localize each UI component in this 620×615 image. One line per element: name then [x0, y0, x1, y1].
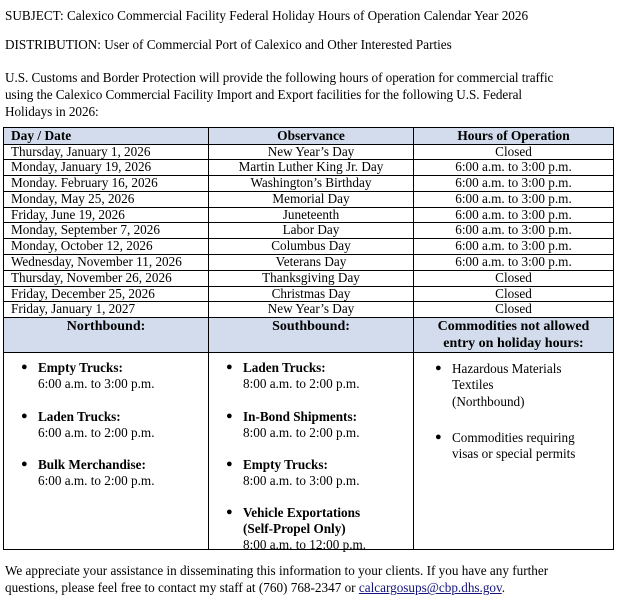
item-time: 8:00 a.m. to 2:00 p.m.	[243, 376, 360, 392]
northbound-list	[8, 360, 204, 489]
intro-paragraph-line-3: Holidays in 2026:	[5, 103, 99, 119]
direction-band-row	[4, 318, 614, 353]
list-item	[8, 360, 204, 392]
bullet-icon: ●	[435, 362, 442, 375]
item-time: 6:00 a.m. to 3:00 p.m.	[38, 376, 155, 392]
table-row	[4, 286, 614, 302]
bullet-icon: ●	[21, 409, 28, 422]
item-label: Vehicle Exportations	[243, 504, 361, 520]
cell-hours: 6:00 a.m. to 3:00 p.m.	[414, 255, 614, 271]
item-label: Laden Trucks:	[38, 408, 121, 424]
footer-contact-text: questions, please feel free to contact my staff at (760) 768-2347 or	[5, 580, 359, 596]
cell-date: Monday, May 25, 2026	[4, 191, 209, 207]
list-item	[418, 430, 609, 462]
cell-date: Monday, January 19, 2026	[4, 160, 209, 176]
cell-observance: Juneteenth	[209, 207, 414, 223]
bullet-icon: ●	[226, 409, 233, 422]
intro-paragraph-line-1: U.S. Customs and Border Protection will provide the following hours of operation for commercial traffic	[5, 69, 554, 85]
cell-observance: Christmas Day	[209, 286, 414, 302]
cell-observance: Veterans Day	[209, 255, 414, 271]
cell-date: Monday, September 7, 2026	[4, 223, 209, 239]
table-row	[4, 239, 614, 255]
cell-observance: Columbus Day	[209, 239, 414, 255]
holiday-hours-table	[3, 127, 614, 553]
southbound-panel-cell	[209, 353, 414, 553]
item-label: In-Bond Shipments:	[243, 408, 357, 424]
northbound-panel	[4, 353, 208, 549]
cell-date: Monday, October 12, 2026	[4, 239, 209, 255]
column-header-observance: Observance	[209, 128, 414, 145]
cell-hours: 6:00 a.m. to 3:00 p.m.	[414, 191, 614, 207]
footer-paragraph	[5, 550, 615, 596]
band-header-restricted-commodities	[414, 318, 614, 353]
bullet-icon: ●	[435, 430, 442, 443]
email-link[interactable]: calcargosups@cbp.dhs.gov	[358, 580, 502, 596]
list-item	[213, 505, 409, 553]
list-item	[213, 457, 409, 489]
item-time: 8:00 a.m. to 2:00 p.m.	[243, 424, 360, 440]
list-item	[8, 457, 204, 489]
table-row	[4, 176, 614, 192]
list-item	[418, 361, 609, 409]
item-time: 6:00 a.m. to 2:00 p.m.	[38, 424, 155, 440]
cell-observance: Thanksgiving Day	[209, 270, 414, 286]
cell-hours: 6:00 a.m. to 3:00 p.m.	[414, 176, 614, 192]
table-row	[4, 207, 614, 223]
cell-hours: Closed	[414, 286, 614, 302]
cell-observance: New Year’s Day	[209, 144, 414, 160]
list-item	[213, 409, 409, 441]
item-label: Commodities requiring	[452, 429, 575, 445]
column-header-hours: Hours of Operation	[414, 128, 614, 145]
item-sublabel: (Self-Propel Only)	[243, 520, 346, 536]
bullet-icon: ●	[226, 361, 233, 374]
footer-line-1: We appreciate your assistance in disseminating this information to your clients. If you have any further	[5, 563, 549, 579]
cell-hours: 6:00 a.m. to 3:00 p.m.	[414, 160, 614, 176]
cell-date: Thursday, January 1, 2026	[4, 144, 209, 160]
item-label: Laden Trucks:	[243, 360, 326, 376]
subject-line: SUBJECT: Calexico Commercial Facility Federal Holiday Hours of Operation Calendar Year 2026	[5, 8, 529, 23]
band-header-southbound: Southbound:	[209, 318, 414, 353]
item-note: (Northbound)	[452, 393, 525, 409]
table-row	[4, 144, 614, 160]
table-row	[4, 255, 614, 271]
cell-hours: 6:00 a.m. to 3:00 p.m.	[414, 223, 614, 239]
item-sublabel: visas or special permits	[452, 445, 576, 461]
cell-observance: Martin Luther King Jr. Day	[209, 160, 414, 176]
cell-date: Thursday, November 26, 2026	[4, 270, 209, 286]
restricted-commodities-list	[418, 361, 609, 461]
table-row	[4, 270, 614, 286]
cell-hours: 6:00 a.m. to 3:00 p.m.	[414, 239, 614, 255]
cell-hours: Closed	[414, 270, 614, 286]
item-time: 8:00 a.m. to 3:00 p.m.	[243, 472, 360, 488]
cell-hours: 6:00 a.m. to 3:00 p.m.	[414, 207, 614, 223]
column-header-day-date: Day / Date	[4, 128, 209, 145]
southbound-list	[213, 360, 409, 553]
cell-date: Friday, December 25, 2026	[4, 286, 209, 302]
cell-observance: Memorial Day	[209, 191, 414, 207]
intro-paragraph-line-2: using the Calexico Commercial Facility Import and Export facilities for the following U.S. Federal	[5, 86, 522, 102]
table-header-row	[4, 128, 614, 145]
cell-observance: Labor Day	[209, 223, 414, 239]
item-label: Bulk Merchandise:	[38, 456, 146, 472]
table-row	[4, 302, 614, 318]
footer-period: .	[501, 580, 506, 596]
distribution-line: DISTRIBUTION: User of Commercial Port of Calexico and Other Interested Parties	[5, 36, 452, 52]
intro-paragraph	[5, 53, 615, 120]
cell-hours: Closed	[414, 144, 614, 160]
cell-date: Friday, June 19, 2026	[4, 207, 209, 223]
bullet-icon: ●	[226, 457, 233, 470]
cell-date: Wednesday, November 11, 2026	[4, 255, 209, 271]
cell-date: Friday, January 1, 2027	[4, 302, 209, 318]
cell-date: Monday. February 16, 2026	[4, 176, 209, 192]
bullet-icon: ●	[226, 505, 233, 518]
item-time: 6:00 a.m. to 2:00 p.m.	[38, 472, 155, 488]
footer-line-2	[5, 579, 615, 596]
item-time: 8:00 a.m. to 12:00 p.m.	[243, 537, 367, 553]
item-label: Empty Trucks:	[243, 456, 328, 472]
table-row	[4, 223, 614, 239]
northbound-panel-cell	[4, 353, 209, 550]
list-item	[8, 409, 204, 441]
restricted-panel-cell	[414, 353, 614, 550]
cell-hours: Closed	[414, 302, 614, 318]
direction-detail-row	[4, 353, 614, 550]
restricted-commodities-panel	[414, 353, 613, 549]
cell-observance: New Year’s Day	[209, 302, 414, 318]
table-row	[4, 160, 614, 176]
item-label: Hazardous Materials	[452, 361, 562, 377]
band-header-northbound: Northbound:	[4, 318, 209, 353]
restricted-title-line-2: entry on holiday hours:	[443, 336, 584, 352]
cell-observance: Washington’s Birthday	[209, 176, 414, 192]
bullet-icon: ●	[21, 361, 28, 374]
item-sublabel: Textiles	[452, 377, 494, 393]
restricted-title-line-1: Commodities not allowed	[437, 319, 590, 335]
southbound-panel	[209, 353, 413, 553]
list-item	[213, 360, 409, 392]
table-row	[4, 191, 614, 207]
bullet-icon: ●	[21, 457, 28, 470]
item-label: Empty Trucks:	[38, 360, 123, 376]
